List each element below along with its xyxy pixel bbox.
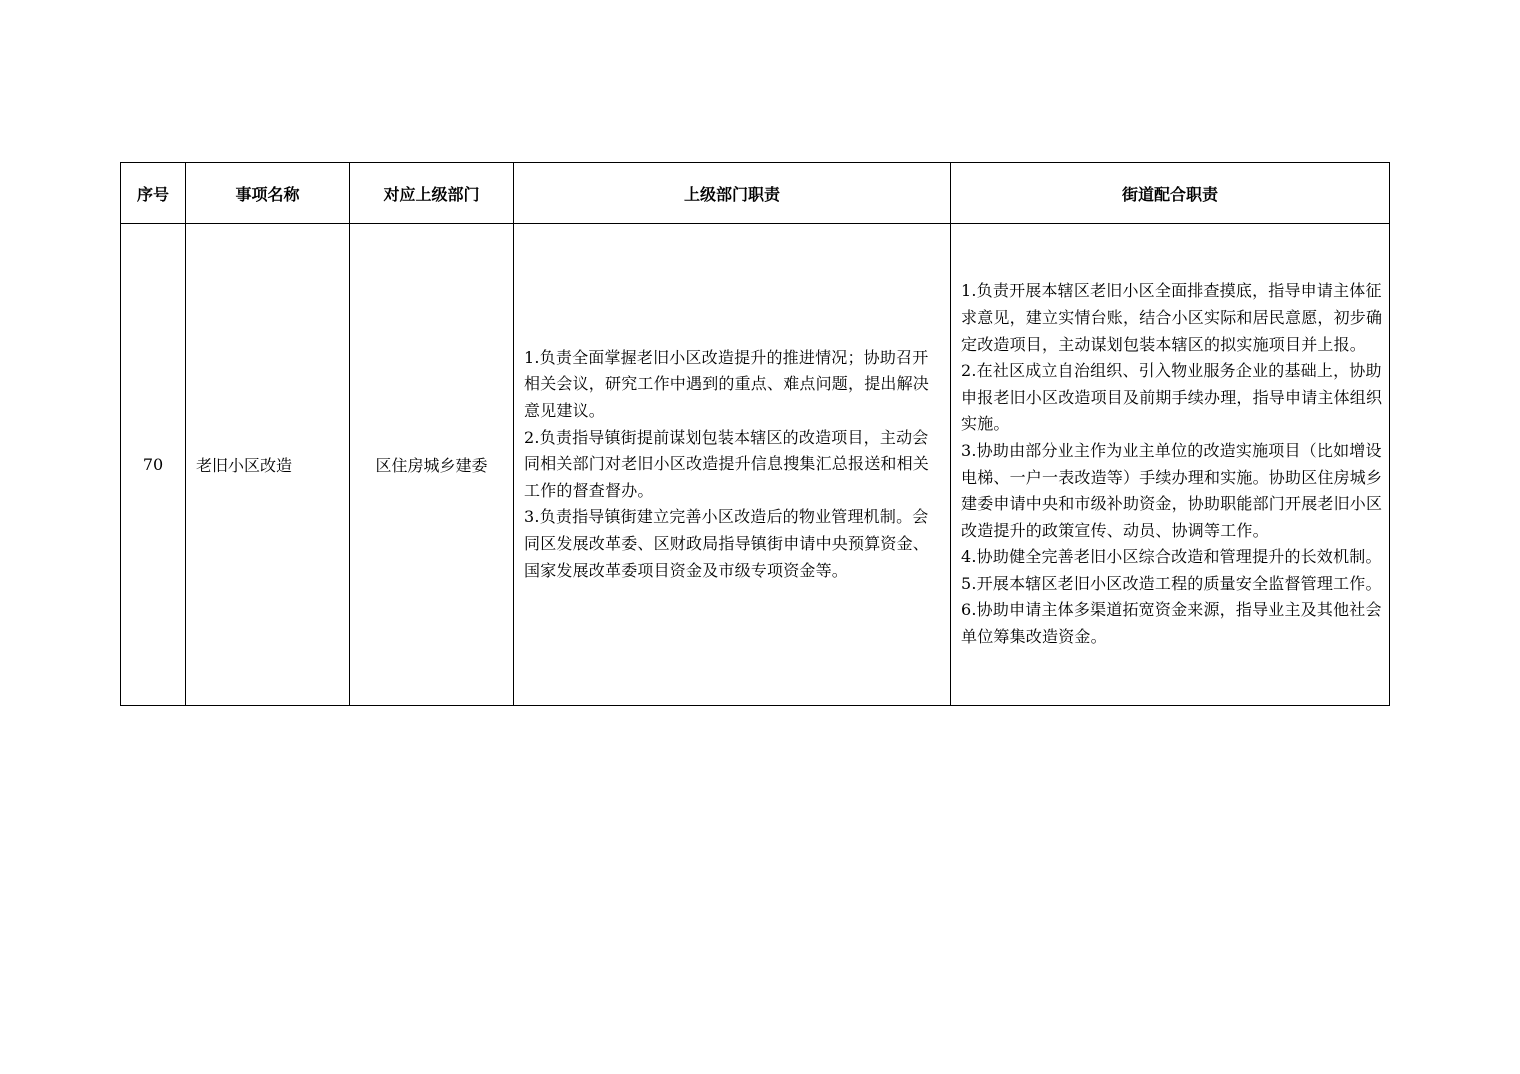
superior-duties-list bbox=[514, 345, 950, 584]
street-duty-item: 4.协助健全完善老旧小区综合改造和管理提升的长效机制。 bbox=[961, 547, 1382, 567]
row-number: 70 bbox=[121, 224, 186, 706]
duty-table bbox=[120, 162, 1390, 706]
street-duty-item: 5.开展本辖区老旧小区改造工程的质量安全监督管理工作。 bbox=[961, 573, 1382, 593]
street-duty-item: 3.协助由部分业主作为业主单位的改造实施项目（比如增设电梯、一户一表改造等）手续办理和实施。协助区住房城乡建委申请中央和市级补助资金，协助职能部门开展老旧小区改造提升的政策宣传、动员、协调等工作。 bbox=[961, 440, 1383, 540]
superior-duty-item: 3.负责指导镇街建立完善小区改造后的物业管理机制。会同区发展改革委、区财政局指导镇街申请中央预算资金、国家发展改革委项目资金及市级专项资金等。 bbox=[524, 507, 930, 580]
header-row bbox=[121, 163, 1390, 224]
row-item-name: 老旧小区改造 bbox=[186, 224, 350, 706]
header-number: 序号 bbox=[121, 163, 186, 224]
header-street-duties: 街道配合职责 bbox=[951, 163, 1390, 224]
row-street-duties bbox=[951, 224, 1390, 706]
street-duties-list bbox=[951, 278, 1389, 650]
header-superior-duties: 上级部门职责 bbox=[514, 163, 951, 224]
street-duty-item: 2.在社区成立自治组织、引入物业服务企业的基础上，协助申报老旧小区改造项目及前期手续办理，指导申请主体组织实施。 bbox=[961, 361, 1383, 434]
street-duty-item: 6.协助申请主体多渠道拓宽资金来源，指导业主及其他社会单位筹集改造资金。 bbox=[961, 600, 1382, 647]
header-department: 对应上级部门 bbox=[350, 163, 514, 224]
row-superior-duties bbox=[514, 224, 951, 706]
row-department: 区住房城乡建委 bbox=[350, 224, 514, 706]
table-row bbox=[121, 224, 1390, 706]
superior-duty-item: 1.负责全面掌握老旧小区改造提升的推进情况；协助召开相关会议，研究工作中遇到的重点、难点问题，提出解决意见建议。 bbox=[524, 347, 930, 421]
header-item-name: 事项名称 bbox=[186, 163, 350, 224]
street-duty-item: 1.负责开展本辖区老旧小区全面排查摸底，指导申请主体征求意见，建立实情台账，结合小区实际和居民意愿，初步确定改造项目，主动谋划包装本辖区的拟实施项目并上报。 bbox=[961, 281, 1383, 354]
superior-duty-item: 2.负责指导镇街提前谋划包装本辖区的改造项目，主动会同相关部门对老旧小区改造提升信息搜集汇总报送和相关工作的督查督办。 bbox=[524, 427, 930, 500]
